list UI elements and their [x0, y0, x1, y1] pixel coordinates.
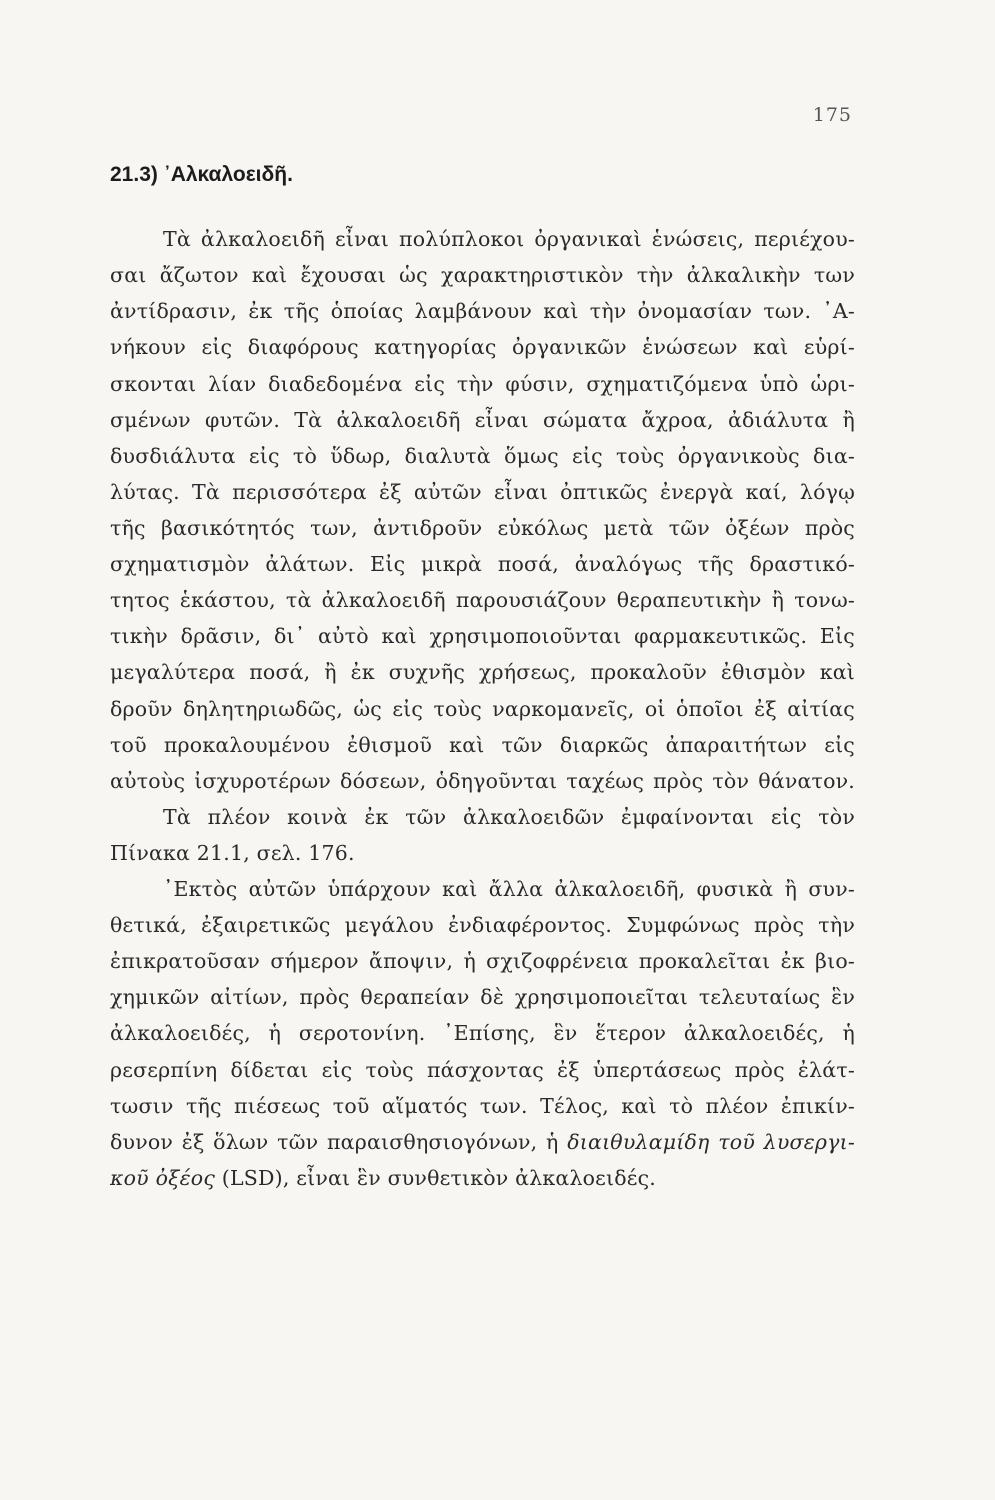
text-line: τῆς βασικότητός των, ἀντιδροῦν εὐκόλως μετὰ τῶν ὀξέων πρὸς: [110, 516, 855, 540]
text-line: τωσιν τῆς πιέσεως τοῦ αἵματός των. Τέλος, καὶ τὸ πλέον ἐπικίν-: [110, 1094, 855, 1118]
page-number: 175: [812, 104, 852, 126]
text-line: θετικά, ἐξαιρετικῶς μεγάλου ἐνδιαφέροντος. Συμφώνως πρὸς τὴν: [110, 913, 855, 937]
section-heading: 21.3) ᾽Αλκαλοειδῆ.: [110, 163, 293, 186]
text-line: σμένων φυτῶν. Τὰ ἀλκαλοειδῆ εἶναι σώματα ἄχροα, ἀδιάλυτα ἢ: [110, 408, 855, 432]
lsd-line-italic: διαιθυλαμίδη τοῦ λυσεργι-: [567, 1130, 855, 1154]
text-line: σκονται λίαν διαδεδομένα εἰς τὴν φύσιν, σχηματιζόμενα ὑπὸ ὡρι-: [110, 372, 855, 396]
text-line: ρεσερπίνη δίδεται εἰς τοὺς πάσχοντας ἐξ ὑπερτάσεως πρὸς ἐλάτ-: [110, 1058, 855, 1082]
text-line: αὐτοὺς ἰσχυροτέρων δόσεων, ὁδηγοῦνται ταχέως πρὸς τὸν θάνατον.: [110, 769, 855, 793]
text-line: Τὰ πλέον κοινὰ ἐκ τῶν ἀλκαλοειδῶν ἐμφαίνονται εἰς τὸν: [163, 805, 855, 829]
text-line: δυσδιάλυτα εἰς τὸ ὕδωρ, διαλυτὰ ὅμως εἰς τοὺς ὀργανικοὺς δια-: [110, 444, 855, 468]
final-line-italic: κοῦ ὀξέος: [110, 1166, 216, 1190]
text-line: λύτας. Τὰ περισσότερα ἐξ αὐτῶν εἶναι ὀπτικῶς ἐνεργὰ καί, λόγῳ: [110, 480, 855, 504]
text-line: ἀλκαλοειδές, ἡ σεροτονίνη. ᾽Επίσης, ἓν ἕτερον ἀλκαλοειδές, ἡ: [110, 1021, 855, 1045]
text-line: Πίνακα 21.1, σελ. 176.: [110, 841, 355, 865]
text-line: χημικῶν αἰτίων, πρὸς θεραπείαν δὲ χρησιμοποιεῖται τελευταίως ἓν: [110, 985, 855, 1009]
text-line: δροῦν δηλητηριωδῶς, ὡς εἰς τοὺς ναρκομανεῖς, οἱ ὁποῖοι ἐξ αἰτίας: [110, 697, 855, 721]
text-line: τικὴν δρᾶσιν, δι᾽ αὐτὸ καὶ χρησιμοποιοῦνται φαρμακευτικῶς. Εἰς: [110, 624, 855, 648]
lsd-line-prefix: δυνον ἐξ ὅλων τῶν παραισθησιογόνων, ἡ: [110, 1130, 568, 1154]
text-line: ᾽Εκτὸς αὐτῶν ὑπάρχουν καὶ ἄλλα ἀλκαλοειδῆ, φυσικὰ ἢ συν-: [163, 877, 855, 901]
text-line: [110, 1132, 855, 1153]
text-line: σαι ἄζωτον καὶ ἔχουσαι ὡς χαρακτηριστικὸν τὴν ἀλκαλικὴν των: [110, 263, 855, 287]
text-line: [110, 1168, 855, 1189]
text-line: τητος ἑκάστου, τὰ ἀλκαλοειδῆ παρουσιάζουν θεραπευτικὴν ἢ τονω-: [110, 588, 855, 612]
final-line-suffix: (LSD), εἶναι ἓν συνθετικὸν ἀλκαλοειδές.: [215, 1166, 657, 1190]
text-line: μεγαλύτερα ποσά, ἢ ἐκ συχνῆς χρήσεως, προκαλοῦν ἐθισμὸν καὶ: [110, 660, 855, 684]
text-line: ἐπικρατοῦσαν σήμερον ἄποψιν, ἡ σχιζοφρένεια προκαλεῖται ἐκ βιο-: [110, 949, 855, 973]
text-line: τοῦ προκαλουμένου ἐθισμοῦ καὶ τῶν διαρκῶς ἀπαραιτήτων εἰς: [110, 733, 855, 757]
text-line: σχηματισμὸν ἀλάτων. Εἰς μικρὰ ποσά, ἀναλόγως τῆς δραστικό-: [110, 552, 855, 576]
text-line: νήκουν εἰς διαφόρους κατηγορίας ὀργανικῶν ἑνώσεων καὶ εὑρί-: [110, 335, 855, 359]
text-line: Τὰ ἀλκαλοειδῆ εἶναι πολύπλοκοι ὀργανικαὶ ἑνώσεις, περιέχου-: [163, 227, 855, 251]
text-line: ἀντίδρασιν, ἐκ τῆς ὁποίας λαμβάνουν καὶ τὴν ὀνομασίαν των. ᾽Α-: [110, 299, 855, 323]
